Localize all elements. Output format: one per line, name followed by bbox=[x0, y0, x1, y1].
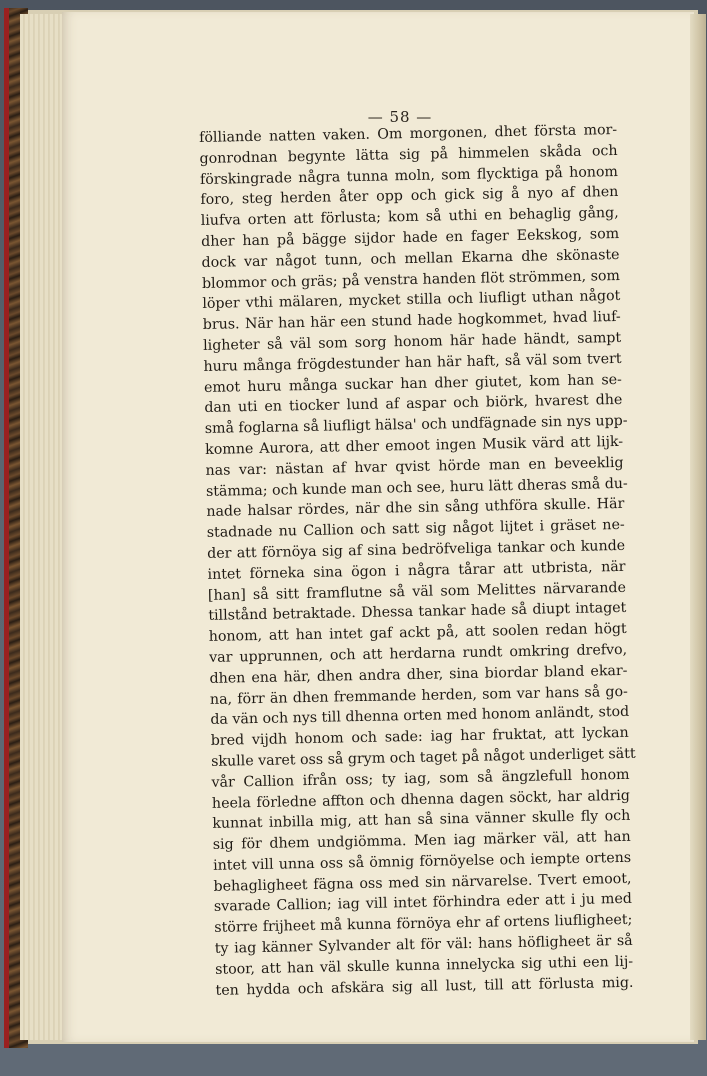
text-line: större frijheet må kunna förnöya ehr af ortens liufligheet; bbox=[214, 912, 633, 937]
text-line: löper vthi mälaren, mycket stilla och liufligt uthan något bbox=[202, 288, 621, 313]
page-number: — 58 — bbox=[367, 108, 433, 126]
text-line: dan uti en tiocker lund af aspar och biörk, hvarest dhe bbox=[204, 392, 623, 417]
text-line: dock var något tunn, och mellan Ekarna dhe skönaste bbox=[201, 246, 620, 271]
text-line: vår Callion ifrån oss; ty iag, som så ängzlefull honom bbox=[211, 766, 630, 791]
text-line: var upprunnen, och att herdarna rundt omkring drefvo, bbox=[209, 641, 628, 666]
text-line: brus. När han här een stund hade hogkommet, hvad liuf- bbox=[202, 309, 621, 334]
text-line: heela förledne affton och dhenna dagen söckt, har aldrig bbox=[211, 787, 631, 812]
text-line: gonrodnan begynte lätta sig på himmelen skåda och bbox=[199, 142, 618, 167]
text-line: huru många frögdestunder han här haft, så väl som tvert bbox=[203, 350, 622, 375]
text-line: kunnat inbilla mig, att han så sina vänner skulle fly och bbox=[212, 808, 631, 833]
text-line: fölliande natten vaken. Om morgonen, dhet första mor- bbox=[199, 121, 618, 146]
text-line: stämma; och kunde man och see, huru lätt dheras små du- bbox=[205, 475, 628, 500]
text-line: sig för dhem undgiömma. Men iag märker väl, att han bbox=[212, 828, 631, 853]
text-line: stadnade nu Callion och satt sig något lijtet i gräset ne- bbox=[206, 517, 625, 542]
text-line: dhen ena här, dhen andra dher, sina biordar bland ekar- bbox=[209, 662, 628, 687]
text-line: foro, steg herden åter opp och gick sig å nyo af dhen bbox=[200, 184, 619, 209]
text-line: dher han på bägge sijdor hade en fager Eekskog, som bbox=[201, 225, 620, 250]
text-line: [han] så sitt framflutne så väl som Melittes närvarande bbox=[207, 579, 627, 604]
text-line: emot huru många suckar han dher giutet, kom han se- bbox=[203, 371, 623, 396]
text-line: liufva orten att förlusta; kom så uthi en behaglig gång, bbox=[200, 205, 619, 230]
text-line: ty iag känner Sylvander alt för väl: hans höfligheet är så bbox=[214, 932, 633, 957]
text-line: der att förnöya sig af sina bedröfveliga tankar och kunde bbox=[207, 537, 626, 562]
text-line: stoor, att han väl skulle kunna innelycka sig uthi een lij- bbox=[215, 953, 634, 978]
page-right-edge bbox=[690, 14, 706, 1040]
text-line: nas var: nästan af hvar qvist hörde man en beveeklig bbox=[205, 454, 624, 479]
text-line: skulle varet oss så grym och taget på något underliget sätt bbox=[211, 745, 636, 770]
text-line: ten hydda och afskära sig all lust, till att förlusta mig. bbox=[215, 974, 634, 999]
text-line: nade halsar rördes, när dhe sin sång uthföra skulle. Här bbox=[206, 496, 625, 521]
text-line: honom, att han intet gaf ackt på, att soolen redan högt bbox=[208, 621, 627, 646]
text-line: behagligheet fägna oss med sin närvarelse. Tvert emoot, bbox=[213, 870, 632, 895]
text-line: ligheter så väl som sorg honom här hade händt, sampt bbox=[203, 329, 622, 354]
body-text bbox=[199, 120, 634, 1001]
text-line: blommor och gräs; på venstra handen flöt strömmen, som bbox=[201, 267, 621, 292]
text-line: förskingrade några tunna moln, som flycktiga på honom bbox=[199, 163, 619, 188]
text-line: bred vijdh honom och sade: iag har fruktat, att lyckan bbox=[210, 724, 629, 749]
text-line: da vän och nys till dhenna orten med honom anländt, stod bbox=[210, 704, 630, 729]
text-line: små foglarna så liufligt hälsa' och undfägnade sin nys upp- bbox=[204, 412, 628, 438]
text-line: na, förr än dhen fremmande herden, som var hans så go- bbox=[209, 683, 629, 708]
cover-red-edge bbox=[4, 8, 9, 1048]
text-line: komne Aurora, att dher emoot ingen Musik värd att lijk- bbox=[205, 433, 624, 458]
text-line: intet förneka sina ögon i några tårar att utbrista, när bbox=[207, 558, 626, 583]
text-line: svarade Callion; iag vill intet förhindra eder att i ju med bbox=[213, 891, 633, 916]
text-line: tillstånd betraktade. Dhessa tankar hade så diupt intaget bbox=[208, 600, 627, 625]
text-line: intet vill unna oss så ömnig förnöyelse och iempte ortens bbox=[213, 849, 632, 874]
